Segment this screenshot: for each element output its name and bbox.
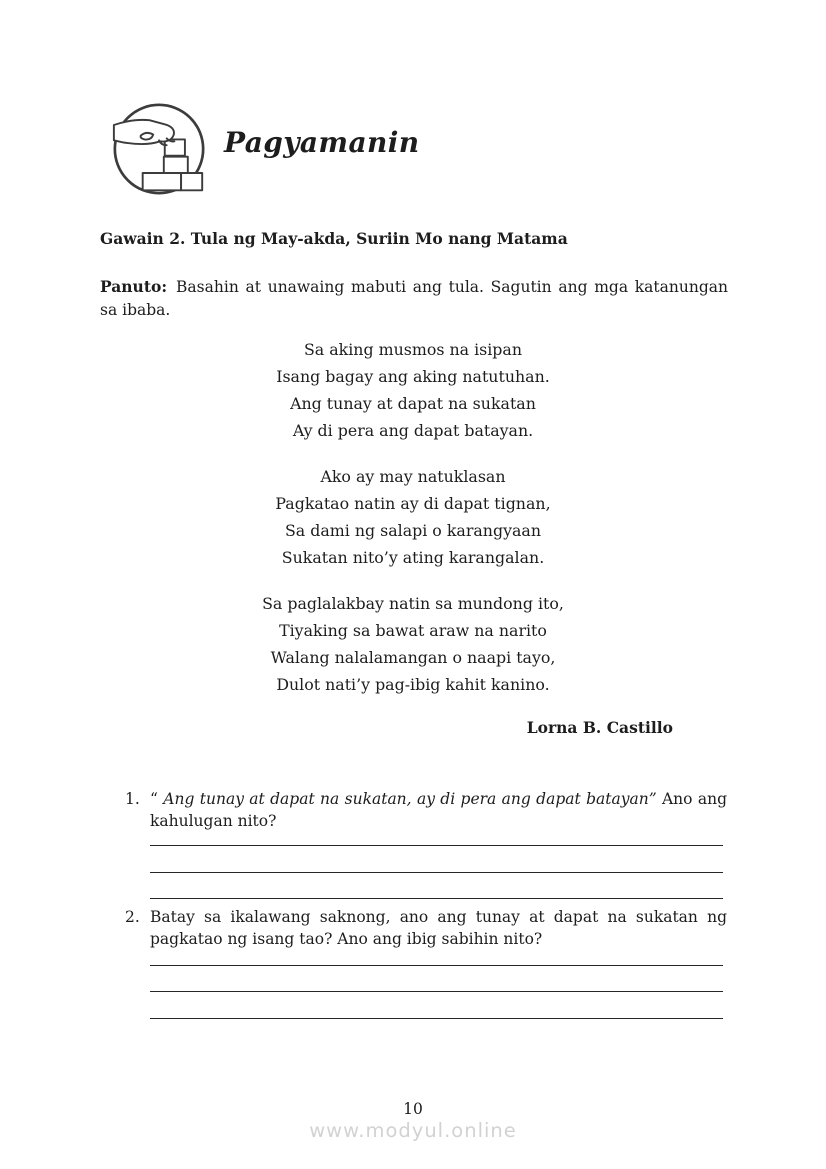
poem-stanza-1 [0,336,826,444]
questions-section [125,789,727,1019]
answer-line [150,898,723,899]
question-1 [125,789,727,899]
answer-line [150,1018,723,1019]
instructions-text: Basahin at unawaing mabuti ang tula. Sagutin ang mga katanungan sa ibaba. [100,277,728,319]
page-number: 10 [403,1100,423,1118]
question-text: Batay sa ikalawang saknong, ano ang tunay at dapat na sukatan ng pagkatao ng isang tao? Ano ang ibig sabihin nito? [150,908,727,948]
poem [0,336,826,717]
answer-line [150,965,723,966]
watermark: www.modyul.online [309,1119,517,1142]
poem-line: Sa dami ng salapi o karangyaan [284,521,542,540]
activity-heading: Gawain 2. Tula ng May-akda, Suriin Mo nang Matama [100,229,568,248]
answer-line [150,845,723,846]
instructions-label: Panuto: [100,276,168,296]
answer-line [150,991,723,992]
poem-line: Walang nalalamangan o naapi tayo, [270,648,556,667]
instructions [100,275,728,323]
question-prompt: Ano ang kahulugan nito? [150,790,728,830]
quote-open: “ [150,790,164,808]
question-text [150,789,727,832]
poem-line: Pagkatao natin ay di dapat tignan, [275,494,551,513]
question-number: 2. [125,908,140,926]
poem-line: Dulot nati’y pag-ibig kahit kanino. [276,675,550,694]
page-title: Pagyamanin [224,126,420,159]
question-number: 1. [125,790,140,808]
poem-stanza-3 [0,590,826,698]
quoted-verse: Ang tunay at dapat na sukatan, ay di pera ang dapat batayan” [163,790,657,808]
poem-line: Isang bagay ang aking natutuhan. [276,367,550,386]
poem-author: Lorna B. Castillo [526,718,673,737]
poem-line: Sa aking musmos na isipan [303,340,523,359]
hand-stacking-blocks-icon [111,101,207,197]
poem-line: Sukatan nito’y ating karangalan. [281,548,545,567]
poem-line: Ay di pera ang dapat batayan. [292,421,534,440]
poem-stanza-2 [0,463,826,571]
poem-line: Ako ay may natuklasan [320,467,506,486]
poem-line: Ang tunay at dapat na sukatan [290,394,536,413]
poem-line: Tiyaking sa bawat araw na narito [279,621,547,640]
poem-line: Sa paglalakbay natin sa mundong ito, [262,594,564,613]
answer-line [150,872,723,873]
question-2 [125,907,727,1019]
